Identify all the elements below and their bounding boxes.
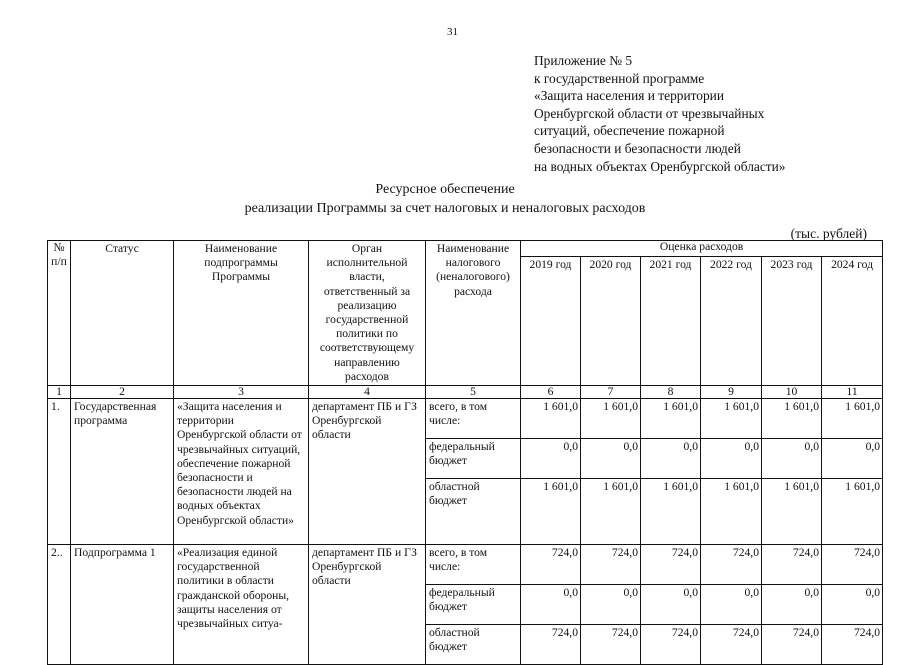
expense-value: 724,0 [762,625,822,665]
expense-value: 1 601,0 [521,479,581,545]
header-status: Статус [71,241,174,386]
table-row [48,399,883,439]
expense-value: 0,0 [521,439,581,479]
expense-value: 724,0 [521,625,581,665]
expense-value: 0,0 [521,585,581,625]
header-year: 2024 год [822,256,883,385]
expense-value: 0,0 [641,439,701,479]
header-year: 2023 год [762,256,822,385]
expense-value: 724,0 [762,545,822,585]
appendix-line: безопасности и безопасности людей [534,140,741,156]
expense-label: федеральный бюджет [426,585,521,625]
expense-value: 1 601,0 [581,399,641,439]
expense-value: 1 601,0 [641,399,701,439]
expense-value: 724,0 [701,545,762,585]
expense-value: 0,0 [701,439,762,479]
column-number: 8 [641,386,701,399]
column-number: 2 [71,386,174,399]
header-year: 2021 год [641,256,701,385]
expense-label: всего, в том числе: [426,399,521,439]
expense-value: 724,0 [641,625,701,665]
document-title [0,180,890,218]
header-num: № п/п [48,241,71,386]
row-organ: департамент ПБ и ГЗ Оренбургской области [309,545,426,665]
header-row [48,241,883,257]
expense-value: 0,0 [762,585,822,625]
column-number: 7 [581,386,641,399]
column-number: 9 [701,386,762,399]
header-estimate: Оценка расходов [521,241,883,257]
row-status: Государственная программа [71,399,174,545]
expense-value: 0,0 [822,439,883,479]
column-number: 10 [762,386,822,399]
appendix-note [534,52,786,175]
expense-value: 0,0 [641,585,701,625]
resource-table [47,240,883,665]
expense-label: федеральный бюджет [426,439,521,479]
appendix-line: «Защита населения и территории [534,88,725,104]
expense-value: 1 601,0 [762,399,822,439]
expense-value: 1 601,0 [822,399,883,439]
expense-value: 1 601,0 [641,479,701,545]
expense-value: 1 601,0 [581,479,641,545]
row-number: 2.. [48,545,71,665]
expense-value: 1 601,0 [701,479,762,545]
appendix-line: к государственной программе [534,70,705,86]
expense-value: 0,0 [581,585,641,625]
expense-value: 0,0 [822,585,883,625]
appendix-line: ситуаций, обеспечение пожарной [534,123,725,139]
expense-value: 0,0 [581,439,641,479]
expense-value: 724,0 [822,625,883,665]
column-number: 1 [48,386,71,399]
expense-value: 724,0 [581,625,641,665]
expense-value: 724,0 [822,545,883,585]
header-year: 2019 год [521,256,581,385]
title-line-2: реализации Программы за счет налоговых и неналоговых расходов [244,201,646,216]
column-number: 6 [521,386,581,399]
page-number: 31 [447,26,458,38]
header-year: 2020 год [581,256,641,385]
row-status: Подпрограмма 1 [71,545,174,665]
units-label: (тыс. рублей) [790,226,867,241]
expense-value: 724,0 [581,545,641,585]
title-line-1: Ресурсное обеспечение [375,182,515,197]
expense-value: 1 601,0 [521,399,581,439]
expense-value: 0,0 [762,439,822,479]
column-number: 11 [822,386,883,399]
row-organ: департамент ПБ и ГЗ Оренбургской области [309,399,426,545]
expense-value: 1 601,0 [822,479,883,545]
column-number-row [48,386,883,399]
expense-value: 724,0 [641,545,701,585]
header-tax-name: Наименование налогового (неналогового) расхода [426,241,521,386]
appendix-line: на водных объектах Оренбургской области» [534,158,786,174]
expense-value: 0,0 [701,585,762,625]
row-number: 1. [48,399,71,545]
header-year: 2022 год [701,256,762,385]
table-row [48,545,883,585]
expense-value: 724,0 [701,625,762,665]
appendix-line: Приложение № 5 [534,53,633,68]
row-program: «Реализация единой государственной политики в области гражданской обороны, защиты населения от чрезвычайных ситуа- [174,545,309,665]
row-program: «Защита населения и территории Оренбургской области от чрезвычайных ситуаций, обеспечение пожарной безопасности и безопасности людей на водных объектах Оренбургской области» [174,399,309,545]
expense-value: 1 601,0 [701,399,762,439]
expense-label: всего, в том числе: [426,545,521,585]
column-number: 5 [426,386,521,399]
column-number: 3 [174,386,309,399]
expense-value: 1 601,0 [762,479,822,545]
column-number: 4 [309,386,426,399]
header-organ: Орган исполнительной власти, ответственный за реализацию государственной политики по соответствующему направлению расходов [309,241,426,386]
appendix-line: Оренбургской области от чрезвычайных [534,105,765,121]
expense-value: 724,0 [521,545,581,585]
expense-label: областной бюджет [426,625,521,665]
header-program: Наименование подпрограммы Программы [174,241,309,386]
expense-label: областной бюджет [426,479,521,545]
